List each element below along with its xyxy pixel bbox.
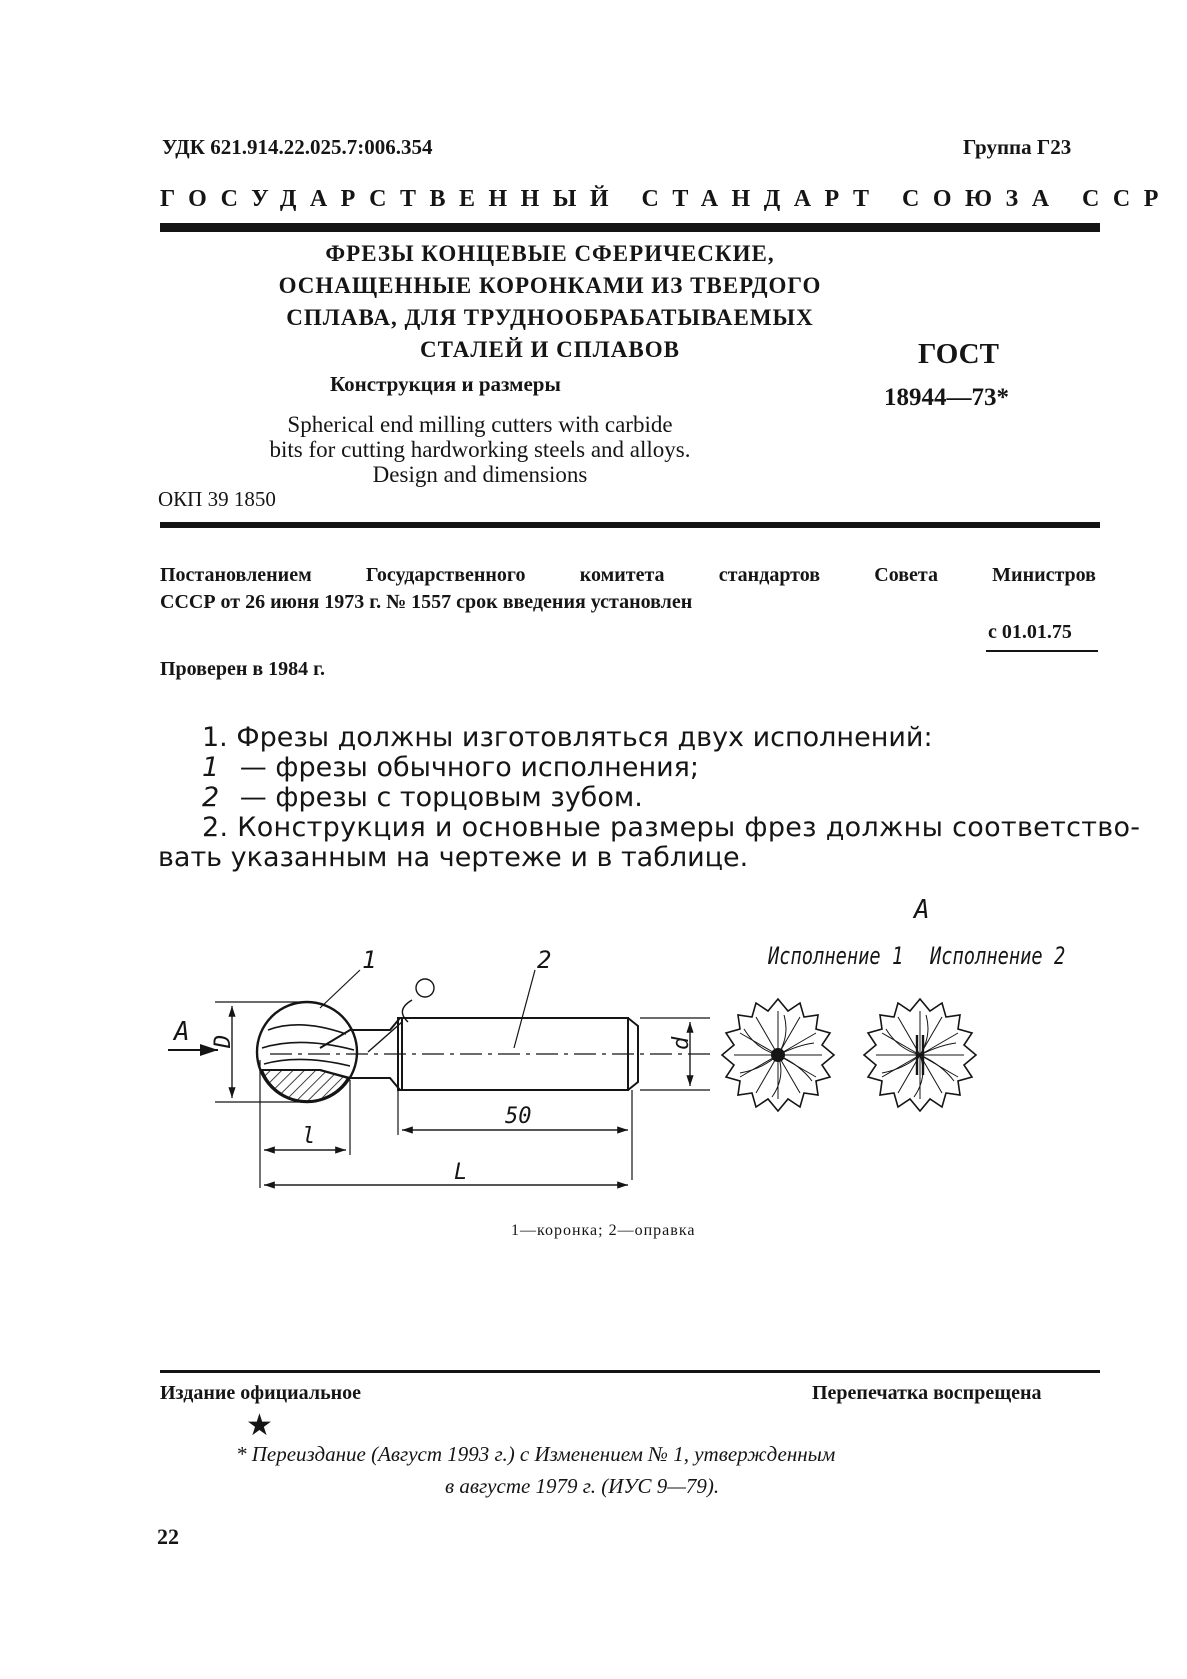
english-title (200, 412, 760, 487)
technical-drawing (150, 930, 1070, 1220)
checked-year: Проверен в 1984 г. (160, 658, 326, 680)
list-item-text: — фрезы с торцовым зубом. (239, 782, 643, 813)
star-icon: ★ (246, 1409, 273, 1442)
gost-number: 18944—73* (884, 384, 1009, 411)
effective-date: с 01.01.75 (988, 621, 1072, 643)
effective-date-underline (986, 650, 1098, 652)
reissue-note-line-1: * Переиздание (Август 1993 г.) с Изменением № 1, утвержденным (236, 1442, 836, 1466)
callout-label: 2 (537, 946, 552, 974)
document-title (160, 238, 940, 366)
reprint-note: Перепечатка воспрещена (812, 1382, 1042, 1404)
dim-label: D (211, 1034, 236, 1048)
decree-line-1: Постановлением Государственного комитета стандартов Совета Министров (160, 564, 1096, 586)
gost-label: ГОСТ (918, 338, 999, 370)
list-item (202, 752, 699, 783)
edition-note: Издание официальное (160, 1382, 362, 1404)
rake-symbol (416, 979, 434, 997)
standard-banner: ГОСУДАРСТВЕННЫЙ СТАНДАРТ СОЮЗА ССР (160, 186, 1172, 212)
english-title-line: Design and dimensions (372, 462, 588, 487)
callout-leader (320, 970, 360, 1008)
reissue-note-line-2: в августе 1979 г. (ИУС 9—79). (445, 1474, 720, 1498)
paragraph-1: 1. Фрезы должны изготовляться двух исполнений: (202, 722, 933, 753)
title-line: ОСНАЩЕННЫЕ КОРОНКАМИ ИЗ ТВЕРДОГО (278, 273, 822, 298)
list-item-number: 2 (202, 782, 220, 813)
group-code: Группа Г23 (963, 135, 1072, 159)
footer-rule (160, 1370, 1100, 1373)
paragraph-2-line-1: 2. Конструкция и основные размеры фрез должны соответство- (202, 812, 1141, 843)
callout-label: 1 (362, 946, 377, 974)
udk-code: УДК 621.914.22.025.7:006.354 (162, 135, 433, 159)
arrow-label: А (174, 1017, 190, 1047)
english-title-line: Spherical end milling cutters with carbide (287, 412, 673, 437)
title-line: СПЛАВА, ДЛЯ ТРУДНООБРАБАТЫВАЕМЫХ (286, 305, 814, 330)
dim-label: 50 (505, 1104, 532, 1129)
list-item (202, 782, 643, 813)
dim-label: L (454, 1160, 468, 1185)
dim-label: d (669, 1036, 694, 1050)
view-a-label: А (914, 895, 930, 925)
title-line: ФРЕЗЫ КОНЦЕВЫЕ СФЕРИЧЕСКИЕ, (325, 241, 775, 266)
figure-legend: 1—коронка; 2—оправка (511, 1222, 696, 1239)
list-item-number: 1 (202, 752, 220, 783)
dim-label: l (302, 1124, 316, 1149)
paragraph-2-line-2: вать указанным на чертеже и в таблице. (158, 842, 749, 873)
flute-lines (262, 1025, 354, 1066)
title-bottom-rule (160, 522, 1100, 528)
list-item-text: — фрезы обычного исполнения; (239, 752, 699, 783)
subtitle: Конструкция и размеры (330, 372, 561, 396)
rake-symbol (368, 1000, 412, 1052)
english-title-line: bits for cutting hardworking steels and alloys. (269, 437, 691, 462)
callout-leader (514, 970, 535, 1048)
decree-line-2: СССР от 26 июня 1973 г. № 1557 срок введения установлен (160, 591, 693, 613)
okp-code: ОКП 39 1850 (158, 487, 276, 511)
title-line: СТАЛЕЙ И СПЛАВОВ (420, 337, 680, 362)
end-view-variant-2 (864, 999, 976, 1111)
page-number: 22 (157, 1524, 179, 1549)
variant-1-label: Исполнение 1 (768, 942, 904, 970)
end-view-variant-1 (722, 999, 834, 1111)
top-thick-rule (160, 223, 1100, 232)
variant-2-label: Исполнение 2 (930, 942, 1066, 970)
